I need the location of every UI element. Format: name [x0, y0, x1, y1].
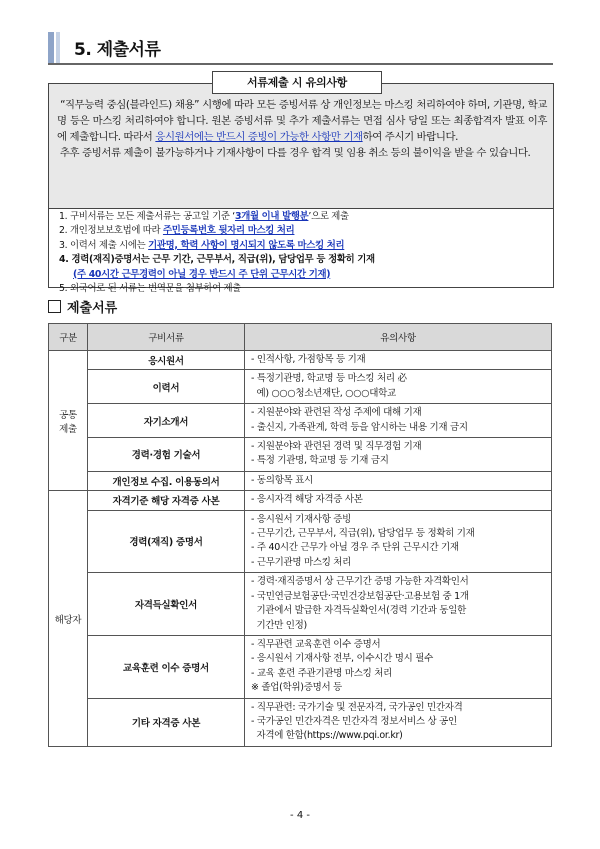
note-line: - 국민연금보험공단·국민건강보험공단·고용보험 중 1개 [251, 590, 469, 602]
note-line: - 특정 기관명, 학교명 등 기재 금지 [251, 455, 389, 467]
rule-text: 3. 이력서 제출 시에는 [59, 239, 149, 251]
note-line: - 응시원서 기재사항 증빙 [251, 513, 352, 525]
table-row [49, 573, 552, 636]
rule-text: ’으로 제출 [308, 211, 349, 222]
subsection-label: 제출서류 [67, 301, 118, 316]
table-row [49, 370, 552, 404]
notes-cell [245, 471, 552, 490]
table-row [49, 351, 552, 370]
section-divider [48, 63, 553, 65]
rule-subitem: (주 40시간 근무경력이 아닐 경우 반드시 주 단위 근무시간 기재) [73, 268, 331, 280]
note-line: - 지원분야와 관련된 경력 및 직무경험 기재 [251, 441, 422, 453]
rule-item [59, 210, 375, 224]
notice-box [48, 76, 554, 209]
notice-body [57, 97, 547, 161]
section-header [48, 32, 553, 64]
rule-text: 1. 구비서류는 모든 제출서류는 공고일 기준 ‘ [59, 211, 235, 222]
table-row [49, 438, 552, 472]
document-cell: 이력서 [88, 370, 245, 404]
notice-text: 하여 주시기 바랍니다. [362, 131, 459, 143]
category-cell: 해당자 [49, 491, 88, 747]
note-line: ※ 졸업(학위)증명서 등 [251, 682, 342, 694]
note-line: - 직무관련 교육훈련 이수 증명서 [251, 638, 381, 650]
notes-cell [245, 351, 552, 370]
note-line: - 근무기관명 마스킹 처리 [251, 556, 352, 568]
document-cell: 자격득실확인서 [88, 573, 245, 636]
document-cell: 경력(재직) 증명서 [88, 510, 245, 573]
document-cell: 교육훈련 이수 증명서 [88, 635, 245, 698]
square-bullet-icon [48, 300, 61, 313]
subsection-title [48, 297, 117, 316]
page-number: - 4 - [290, 810, 310, 821]
document-cell: 기타 자격증 사본 [88, 698, 245, 746]
table-header-row [49, 324, 552, 351]
header-category: 구분 [49, 324, 88, 351]
document-cell: 개인정보 수집. 이용동의서 [88, 471, 245, 490]
note-line: - 응시원서 기재사항 전부, 이수시간 명시 필수 [251, 653, 433, 665]
table-row [49, 471, 552, 490]
notes-cell [245, 635, 552, 698]
notes-cell [245, 404, 552, 438]
table-row [49, 491, 552, 510]
rules-box [48, 207, 554, 295]
document-cell: 응시원서 [88, 351, 245, 370]
note-line: - 응시자격 해당 자격증 사본 [251, 494, 363, 506]
rule-item: 5. 외국어로 된 서류는 번역문을 첨부하여 제출 [59, 283, 242, 295]
note-line: - 경력·재직증명서 상 근무기간 증명 가능한 자격확인서 [251, 576, 469, 588]
notes-cell [245, 698, 552, 746]
notice-paragraph-2 [57, 145, 547, 161]
table-row [49, 635, 552, 698]
note-line: - 직무관련: 국가기술 및 전문자격, 국가공인 민간자격 [251, 701, 463, 713]
rule-text: 2. 개인정보보호법에 따라 [59, 225, 163, 237]
note-line: - 국가공인 민간자격은 민간자격 정보서비스 상 공인 [251, 715, 457, 727]
note-line: 예) ○○○청소년재단, ○○○대학교 [251, 387, 396, 399]
table-row [49, 510, 552, 573]
note-line: - 특정기관명, 학교명 등 마스킹 처리 必 [251, 373, 407, 385]
documents-table [48, 323, 552, 747]
rule-highlight: 3개월 이내 발행분 [234, 211, 309, 222]
note-line: - 근무기간, 근무부서, 직급(위), 담당업무 등 정확히 기재 [251, 528, 475, 540]
table-row [49, 404, 552, 438]
notes-cell [245, 491, 552, 510]
rule-item [59, 224, 375, 238]
notice-title: 서류제출 시 유의사항 [212, 71, 382, 94]
rule-highlight: 기관명, 학력 사항이 명시되지 않도록 마스킹 처리 [148, 239, 345, 251]
notice-paragraph-1 [57, 97, 547, 145]
notes-cell [245, 573, 552, 636]
document-cell: 자기소개서 [88, 404, 245, 438]
note-line: - 주 40시간 근무가 아닐 경우 주 단위 근무시간 기재 [251, 542, 459, 554]
category-cell: 공통 제출 [49, 351, 88, 491]
note-line: 기관에서 발급한 자격득실확인서(경력 기간과 동일한 [251, 605, 467, 617]
note-line: - 지원분야와 관련된 작성 주제에 대해 기재 [251, 407, 422, 419]
section-bar [48, 32, 54, 64]
notes-cell [245, 510, 552, 573]
note-line: 자격에 한함(https://www.pqi.or.kr) [251, 730, 403, 742]
section-bar-light [56, 32, 60, 64]
rule-item: 4. 경력(재직)증명서는 근무 기간, 근무부서, 직급(위), 담당업무 등 정확히 기재 [59, 254, 375, 266]
rule-highlight: 주민등록번호 뒷자리 마스킹 처리 [162, 225, 295, 237]
note-line: - 출신지, 가족관계, 학력 등을 암시하는 내용 기재 금지 [251, 421, 468, 433]
notice-text: “직무능력 중심(블라인드) 채용” 시행에 따라 모든 증빙서류 상 개인정보는 마스킹 처리하여야 하며, 기관명, 학교명 등은 마스킹 처리하여야 합니다. 원본 증빙서류 및 추가 제출서류는 면접 심사 당일 또는 최종합격자 발표 이후에 제출합니다. 따라서 [57, 99, 547, 143]
note-line: - 인적사항, 가점항목 등 기재 [251, 354, 366, 365]
section-title: 5. 제출서류 [74, 40, 161, 60]
document-cell: 자격기준 해당 자격증 사본 [88, 491, 245, 510]
note-line: 기간만 인정) [251, 619, 307, 631]
rule-item [59, 239, 375, 253]
notice-text: 추후 증빙서류 제출이 불가능하거나 기재사항이 다를 경우 합격 및 임용 취소 등의 불이익을 받을 수 있습니다. [59, 147, 531, 159]
table-row [49, 698, 552, 746]
note-line: - 교육 훈련 주관기관명 마스킹 처리 [251, 667, 393, 679]
notes-cell [245, 370, 552, 404]
note-line: - 동의항목 표시 [251, 474, 313, 486]
notice-highlight: 응시원서에는 반드시 증빙이 가능한 사항만 기재 [155, 131, 363, 143]
header-notes: 유의사항 [245, 324, 552, 351]
notes-cell [245, 438, 552, 472]
document-cell: 경력·경험 기술서 [88, 438, 245, 472]
header-document: 구비서류 [88, 324, 245, 351]
